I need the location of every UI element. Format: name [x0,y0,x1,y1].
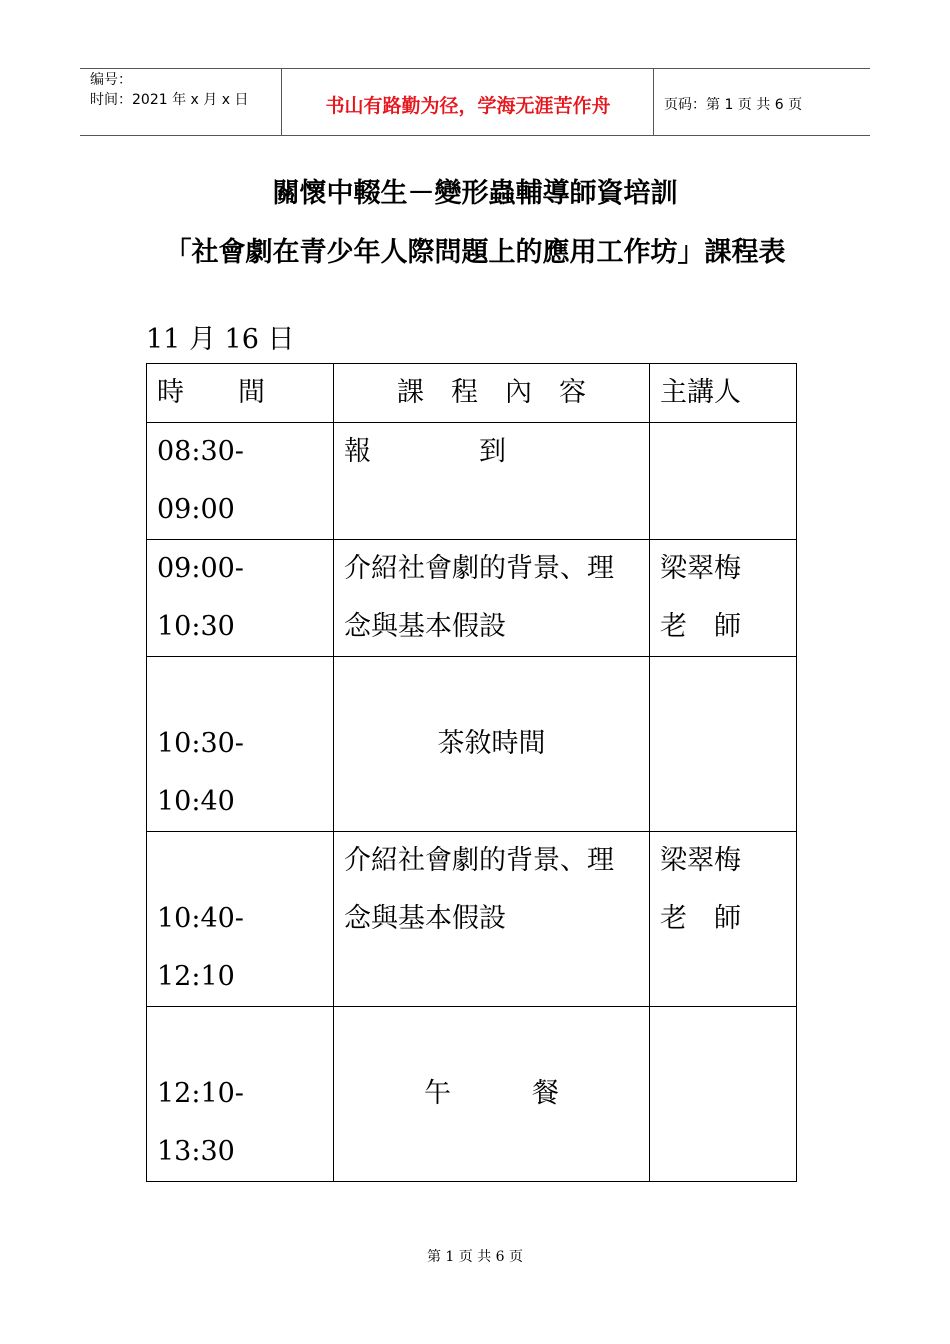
table-row [147,832,797,1007]
content-cell [334,832,650,1007]
time-end: 13:30 [157,1136,235,1167]
document-title: 關懷中輟生－變形蟲輔導師資培訓 [272,178,678,209]
table-row [147,657,797,832]
header-motto: 书山有路勤为径，学海无涯苦作舟 [325,95,611,117]
header-time: 時 間 [147,364,334,423]
speaker-cell [650,1007,797,1182]
time-end: 12:10 [157,961,235,992]
time-start: 10:40- [157,903,244,934]
header-bottom-rule [80,135,870,136]
header-speaker: 主講人 [650,364,797,423]
speaker-title: 老 師 [660,903,741,934]
time-cell [147,832,334,1007]
speaker-title: 老 師 [660,611,741,642]
time-cell [147,540,334,657]
content-text: 介紹社會劇的背景、理 [344,845,614,876]
time-cell [147,657,334,832]
table-header-row [147,364,797,423]
content-cell [334,1007,650,1182]
table-row [147,540,797,657]
content-text: 介紹社會劇的背景、理 [344,553,614,584]
time-start: 12:10- [157,1078,244,1109]
content-text: 念與基本假設 [344,903,506,934]
time-end: 10:30 [157,611,235,642]
time-end: 10:40 [157,786,235,817]
speaker-name: 梁翠梅 [660,845,741,876]
speaker-cell [650,832,797,1007]
header-time-label: 时间：2021 年 x 月 x 日 [90,92,249,108]
schedule-table [146,363,797,1182]
time-cell [147,423,334,540]
document-subtitle: 「社會劇在青少年人際問題上的應用工作坊」課程表 [164,237,786,268]
content-text: 茶敘時間 [437,728,546,759]
header-page-info: 页码：第 1 页 共 6 页 [664,97,803,113]
content-cell [334,423,650,540]
speaker-cell [650,657,797,832]
speaker-cell [650,423,797,540]
content-cell [334,540,650,657]
schedule-date: 11 月 16 日 [146,324,295,355]
content-text: 午 餐 [424,1078,559,1109]
table-row [147,1007,797,1182]
content-text: 念與基本假設 [344,611,506,642]
table-row [147,423,797,540]
time-start: 10:30- [157,728,244,759]
header-number-label: 编号： [90,72,132,88]
time-cell [147,1007,334,1182]
time-end: 09:00 [157,494,235,525]
content-text: 報 到 [344,436,506,467]
page-footer: 第 1 页 共 6 页 [426,1249,524,1265]
time-start: 09:00- [157,553,244,584]
time-start: 08:30- [157,436,244,467]
content-cell [334,657,650,832]
speaker-cell [650,540,797,657]
header-meta [90,70,248,110]
speaker-name: 梁翠梅 [660,553,741,584]
header-content: 課 程 內 容 [334,364,650,423]
header-top-rule [80,68,870,69]
